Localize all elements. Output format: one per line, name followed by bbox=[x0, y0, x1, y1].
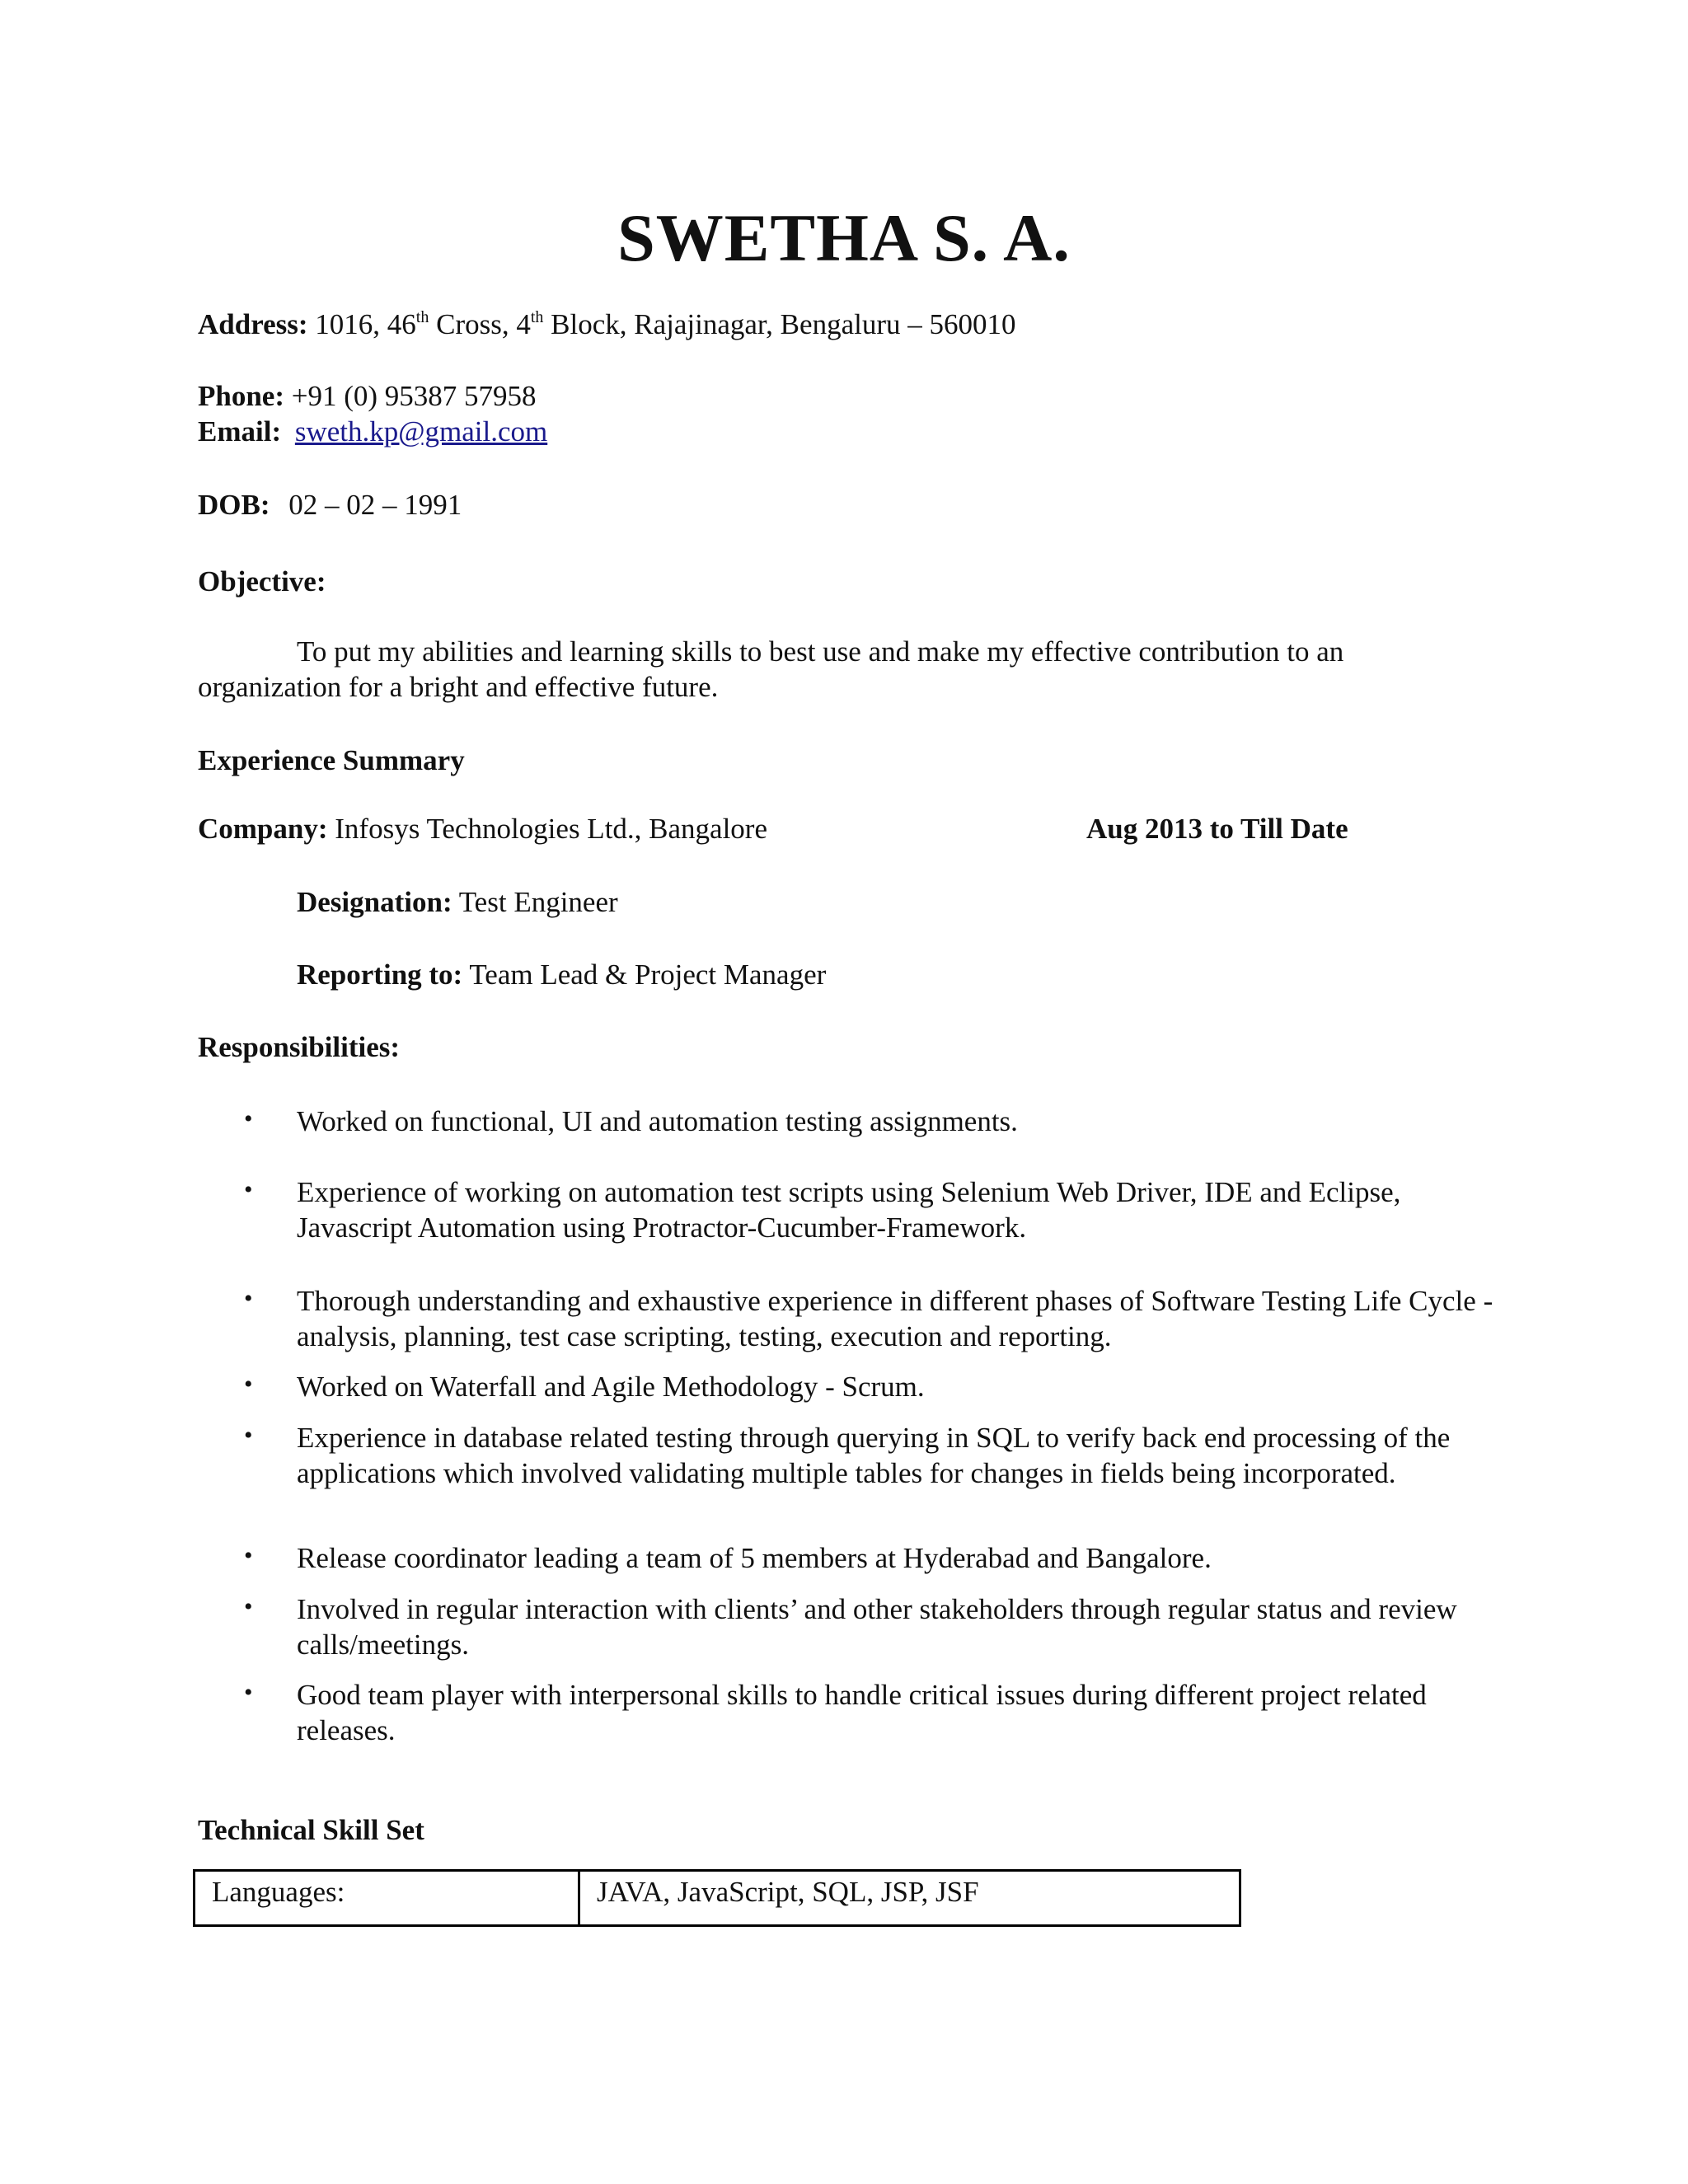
responsibility-item: Experience of working on automation test scripts using Selenium Web Driver, IDE and Eclipse, Javascript Automation using Protractor-Cucumber-Framework. bbox=[297, 1176, 1401, 1244]
experience-heading: Experience Summary bbox=[198, 744, 465, 776]
responsibility-item: Experience in database related testing through querying in SQL to verify back end processing of the applications which involved validating multiple tables for changes in fields being incorporated. bbox=[297, 1422, 1451, 1489]
objective-heading: Objective: bbox=[198, 565, 326, 598]
reporting-value: Team Lead & Project Manager bbox=[469, 958, 827, 991]
company-label: Company: bbox=[198, 813, 328, 845]
dob-line bbox=[198, 488, 462, 523]
responsibilities-heading: Responsibilities: bbox=[198, 1031, 401, 1063]
responsibility-item: Good team player with interpersonal skills to handle critical issues during different project related releases. bbox=[297, 1679, 1427, 1746]
bullet-marker: • bbox=[244, 1422, 253, 1449]
designation-line bbox=[297, 885, 618, 920]
skill-values: JAVA, JavaScript, SQL, JSP, JSF bbox=[579, 1871, 1240, 1926]
email-link[interactable]: sweth.kp@gmail.com bbox=[294, 415, 548, 448]
address-label: Address: bbox=[198, 308, 308, 340]
skills-row bbox=[195, 1871, 1240, 1926]
skills-table bbox=[193, 1869, 1241, 1927]
skills-heading: Technical Skill Set bbox=[198, 1814, 424, 1846]
dob-label: DOB: bbox=[198, 489, 270, 521]
phone-label: Phone: bbox=[198, 380, 284, 412]
designation-value: Test Engineer bbox=[458, 886, 618, 918]
skill-category: Languages: bbox=[195, 1871, 579, 1926]
reporting-line bbox=[297, 958, 826, 992]
address-line bbox=[198, 307, 1015, 342]
phone-line bbox=[198, 379, 537, 414]
bullet-marker: • bbox=[244, 1542, 253, 1569]
designation-label: Designation: bbox=[297, 886, 452, 918]
reporting-label: Reporting to: bbox=[297, 958, 463, 991]
responsibility-item: Worked on functional, UI and automation testing assignments. bbox=[297, 1105, 1018, 1137]
employment-dates: Aug 2013 to Till Date bbox=[1086, 813, 1348, 845]
address-part-1: 1016, 46 bbox=[315, 308, 416, 340]
bullet-marker: • bbox=[244, 1176, 253, 1203]
address-sup-1: th bbox=[415, 308, 429, 326]
objective-text-body: To put my abilities and learning skills to best use and make my effective contribution to an organization for a bright and effective future. bbox=[198, 635, 1344, 703]
bullet-marker: • bbox=[244, 1285, 253, 1312]
responsibility-item: Thorough understanding and exhaustive experience in different phases of Software Testing Life Cycle - analysis, planning, test case scripting, testing, execution and reporting. bbox=[297, 1285, 1493, 1352]
dob-value: 02 – 02 – 1991 bbox=[288, 489, 462, 521]
company-value: Infosys Technologies Ltd., Bangalore bbox=[335, 813, 767, 845]
phone-value: +91 (0) 95387 57958 bbox=[291, 380, 537, 412]
bullet-marker: • bbox=[244, 1371, 253, 1398]
bullet-marker: • bbox=[244, 1593, 253, 1620]
bullet-marker: • bbox=[244, 1105, 253, 1132]
email-label: Email: bbox=[198, 415, 282, 448]
bullet-marker: • bbox=[244, 1679, 253, 1706]
email-line bbox=[198, 415, 547, 449]
address-part-2: Cross, 4 bbox=[429, 308, 531, 340]
responsibility-item: Worked on Waterfall and Agile Methodology - Scrum. bbox=[297, 1371, 925, 1403]
objective-text bbox=[198, 634, 1484, 705]
responsibility-item: Involved in regular interaction with clients’ and other stakeholders through regular status and review calls/meetings. bbox=[297, 1593, 1457, 1661]
responsibility-item: Release coordinator leading a team of 5 members at Hyderabad and Bangalore. bbox=[297, 1542, 1212, 1574]
address-part-3: Block, Rajajinagar, Bengaluru – 560010 bbox=[543, 308, 1016, 340]
address-sup-2: th bbox=[530, 308, 544, 326]
candidate-name: SWETHA S. A. bbox=[617, 200, 1071, 275]
company-line bbox=[198, 812, 767, 846]
